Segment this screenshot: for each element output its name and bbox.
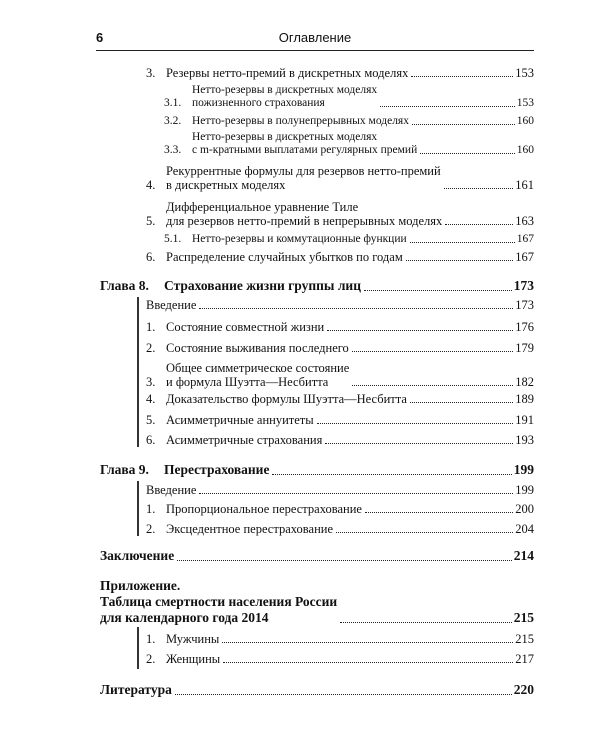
leader-dots (364, 290, 512, 291)
toc-entry-5-1[interactable]: 5.1. Нетто-резервы и коммутационные функции 167 (164, 233, 534, 245)
toc-entry-2[interactable]: 2. Эксцедентное перестрахование 204 (146, 522, 534, 536)
leader-dots (420, 153, 515, 154)
chapter-9-guide-line (137, 481, 139, 536)
toc-entry-1[interactable]: 1. Пропорциональное перестрахование 200 (146, 502, 534, 516)
toc-appendix[interactable]: Приложение. Таблица смертности населения России для календарного года 2014 215 (100, 578, 534, 625)
leader-dots (177, 560, 512, 561)
leader-dots (325, 443, 513, 444)
leader-dots (365, 512, 513, 513)
toc-entry-1[interactable]: 1. Мужчины 215 (146, 632, 534, 646)
leader-dots (272, 474, 511, 475)
leader-dots (410, 242, 515, 243)
toc-entry-1[interactable]: 1. Состояние совместной жизни 176 (146, 320, 534, 334)
leader-dots (175, 694, 512, 695)
page-header (96, 28, 534, 51)
leader-dots (406, 260, 514, 261)
toc-entry-6[interactable]: 6. Асимметричные страхования 193 (146, 433, 534, 447)
leader-dots (352, 351, 513, 352)
appendix-guide-line (137, 627, 139, 669)
toc-entry-3-3[interactable]: 3.3. Нетто-резервы в дискретных моделях с m-кратными выплатами регулярных премий 160 (164, 131, 534, 156)
leader-dots (222, 642, 513, 643)
leader-dots (317, 423, 514, 424)
toc-entry-3[interactable]: 3. Общее симметрическое состояние и формула Шуэтта—Несбитта 182 (146, 361, 534, 389)
toc-entry-2[interactable]: 2. Женщины 217 (146, 652, 534, 666)
toc-entry-4[interactable]: 4. Доказательство формулы Шуэтта—Несбитта 189 (146, 392, 534, 406)
leader-dots (444, 188, 514, 189)
leader-dots (352, 385, 513, 386)
chapter-8-heading[interactable]: Глава 8. Страхование жизни группы лиц 173 (100, 278, 534, 293)
leader-dots (380, 106, 515, 107)
toc-entry-intro[interactable]: Введение 173 (146, 298, 534, 312)
leader-dots (223, 662, 513, 663)
leader-dots (199, 493, 513, 494)
toc-entry-5[interactable]: 5. Асимметричные аннуитеты 191 (146, 413, 534, 427)
toc-entry-3-1[interactable]: 3.1. Нетто-резервы в дискретных моделях пожизненного страхования 153 (164, 84, 534, 109)
leader-dots (327, 330, 513, 331)
leader-dots (199, 308, 513, 309)
leader-dots (410, 402, 513, 403)
chapter-9-heading[interactable]: Глава 9. Перестрахование 199 (100, 462, 534, 477)
toc-entry-intro[interactable]: Введение 199 (146, 483, 534, 497)
leader-dots (445, 224, 513, 225)
toc-entry-6[interactable]: 6. Распределение случайных убытков по годам 167 (146, 250, 534, 264)
toc-entry-3[interactable]: 3. Резервы нетто-премий в дискретных моделях 153 (146, 66, 534, 80)
leader-dots (340, 622, 512, 623)
toc-entry-3-2[interactable]: 3.2. Нетто-резервы в полунепрерывных моделях 160 (164, 115, 534, 127)
leader-dots (336, 532, 513, 533)
leader-dots (412, 124, 515, 125)
toc-literature[interactable]: Литература 220 (100, 682, 534, 697)
toc-entry-5[interactable]: 5. Дифференциальное уравнение Тиле для резервов нетто-премий в непрерывных моделях 163 (146, 200, 534, 228)
page-number: 6 (96, 30, 104, 45)
toc-entry-4[interactable]: 4. Рекуррентные формулы для резервов нетто-премий в дискретных моделях 161 (146, 164, 534, 192)
running-title: Оглавление (278, 30, 352, 45)
toc-entry-2[interactable]: 2. Состояние выживания последнего 179 (146, 341, 534, 355)
leader-dots (411, 76, 513, 77)
toc-conclusion[interactable]: Заключение 214 (100, 548, 534, 563)
chapter-8-guide-line (137, 297, 139, 447)
